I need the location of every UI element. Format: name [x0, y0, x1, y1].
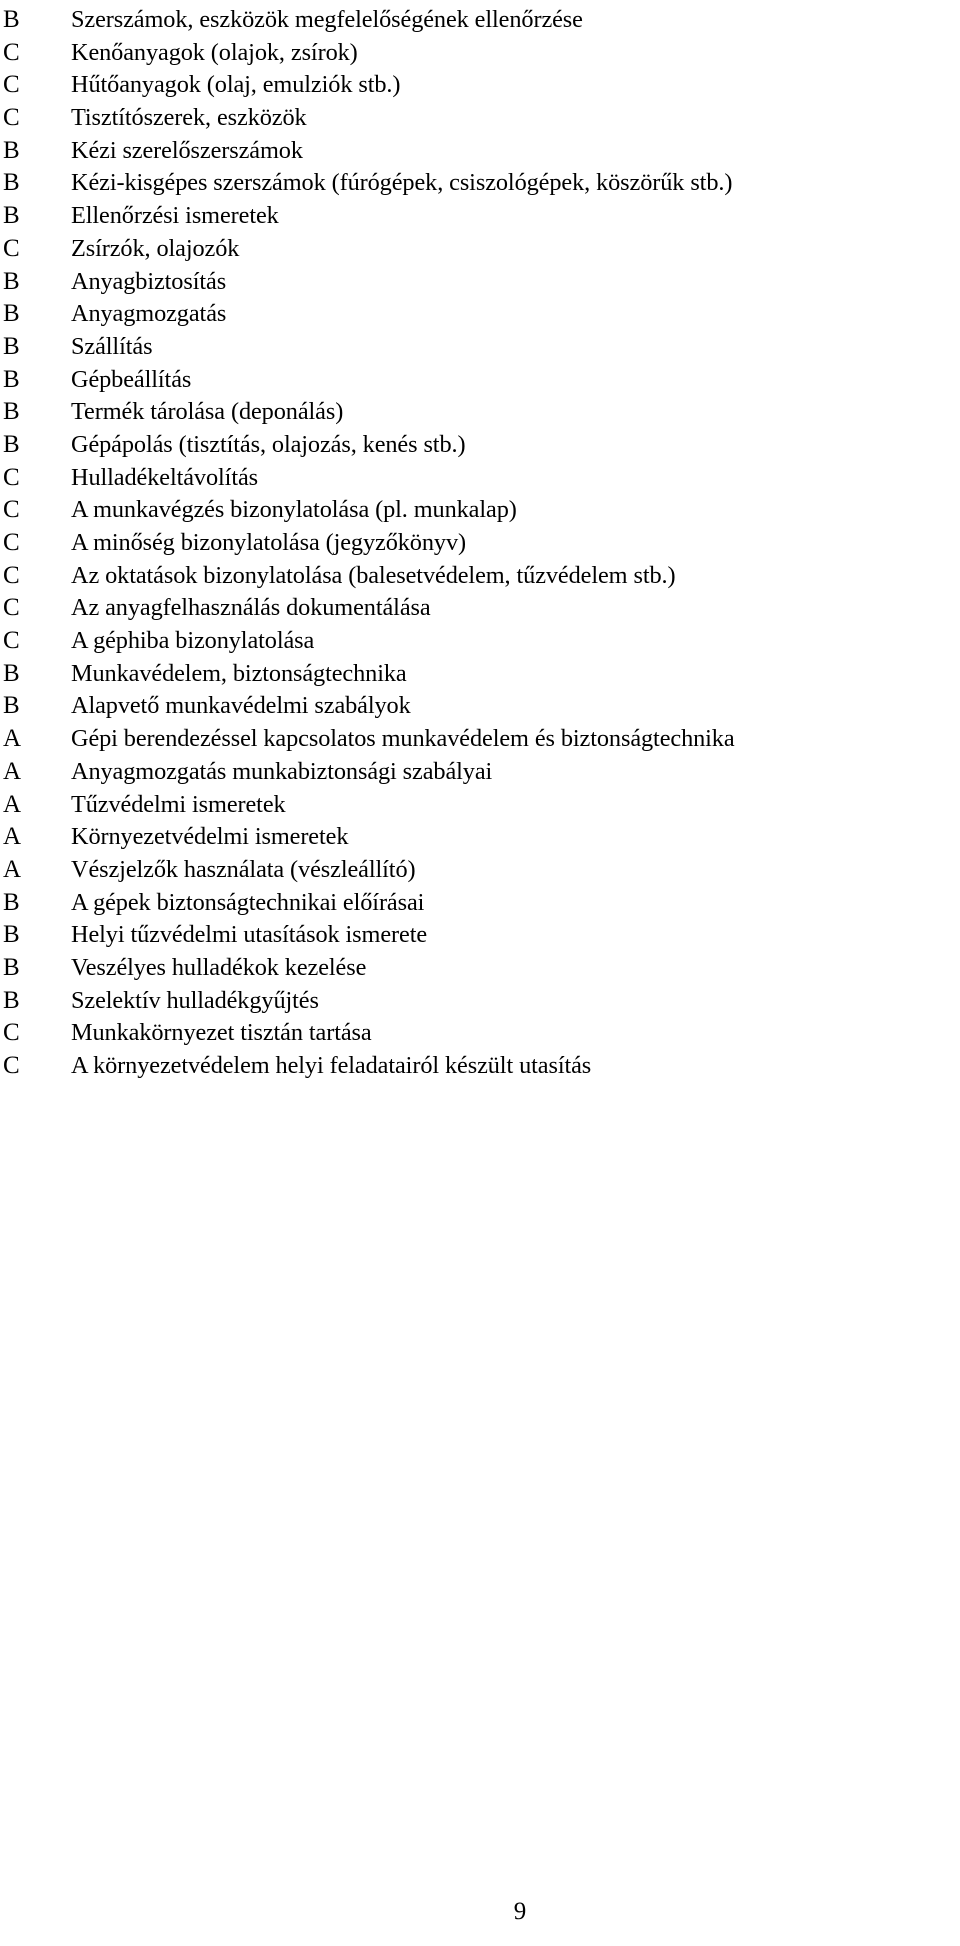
competency-list — [3, 4, 958, 1083]
level-code: C — [3, 1019, 20, 1047]
level-code: B — [3, 430, 20, 458]
level-code: C — [3, 234, 20, 262]
list-item — [3, 167, 958, 200]
item-description: A gépek biztonságtechnikai előírásai — [71, 888, 425, 916]
item-description: Vészjelzők használata (vészleállító) — [71, 855, 416, 883]
item-description: Hűtőanyagok (olaj, emulziók stb.) — [71, 71, 401, 99]
level-code: C — [3, 71, 20, 99]
item-description: Szállítás — [71, 332, 153, 360]
list-item — [3, 592, 958, 625]
item-description: A géphiba bizonylatolása — [71, 627, 315, 655]
level-code: B — [3, 398, 20, 426]
level-code: B — [3, 921, 20, 949]
item-description: Munkavédelem, biztonságtechnika — [71, 659, 407, 687]
level-code: C — [3, 496, 20, 524]
item-description: Hulladékeltávolítás — [71, 463, 259, 491]
level-code: C — [3, 594, 20, 622]
list-item — [3, 1017, 958, 1050]
list-item — [3, 919, 958, 952]
list-item — [3, 560, 958, 593]
level-code: C — [3, 463, 20, 491]
list-item — [3, 658, 958, 691]
list-item — [3, 37, 958, 70]
item-description: A minőség bizonylatolása (jegyzőkönyv) — [71, 529, 466, 556]
list-item — [3, 4, 958, 37]
level-code: A — [3, 823, 22, 851]
list-item — [3, 462, 958, 495]
item-description: Gépápolás (tisztítás, olajozás, kenés stb.) — [71, 430, 466, 458]
list-item — [3, 887, 958, 920]
level-code: B — [3, 986, 20, 1014]
list-item — [3, 952, 958, 985]
level-code: C — [3, 104, 20, 132]
item-description: Tisztítószerek, eszközök — [71, 104, 307, 132]
level-code: B — [3, 202, 20, 230]
item-description: A környezetvédelem helyi feladatairól készült utasítás — [71, 1052, 592, 1079]
list-item — [3, 723, 958, 756]
item-description: Termék tárolása (deponálás) — [71, 398, 344, 426]
level-code: B — [3, 659, 20, 687]
list-item — [3, 266, 958, 299]
level-code: B — [3, 267, 20, 295]
list-item — [3, 789, 958, 822]
item-description: Helyi tűzvédelmi utasítások ismerete — [71, 921, 428, 949]
list-item — [3, 364, 958, 397]
list-item — [3, 135, 958, 168]
list-item — [3, 527, 958, 560]
list-item — [3, 331, 958, 364]
list-item — [3, 625, 958, 658]
item-description: Szerszámok, eszközök megfelelőségének ellenőrzése — [71, 6, 583, 33]
level-code: C — [3, 1052, 20, 1079]
item-description: Ellenőrzési ismeretek — [71, 202, 279, 230]
level-code: B — [3, 169, 20, 197]
level-code: A — [3, 757, 22, 785]
page-number: 9 — [513, 1898, 527, 1925]
item-description: Anyagmozgatás munkabiztonsági szabályai — [71, 757, 493, 785]
list-item — [3, 429, 958, 462]
item-description: Kézi szerelőszerszámok — [71, 136, 303, 164]
list-item — [3, 1050, 958, 1083]
level-code: B — [3, 300, 20, 328]
level-code: B — [3, 692, 20, 720]
item-description: Anyagmozgatás — [71, 300, 227, 328]
level-code: B — [3, 136, 20, 164]
item-description: Kenőanyagok (olajok, zsírok) — [71, 38, 358, 66]
list-item — [3, 756, 958, 789]
item-description: Szelektív hulladékgyűjtés — [71, 986, 319, 1014]
level-code: C — [3, 529, 20, 556]
list-item — [3, 985, 958, 1018]
list-item — [3, 854, 958, 887]
level-code: B — [3, 888, 20, 916]
list-item — [3, 821, 958, 854]
level-code: A — [3, 855, 22, 883]
item-description: Környezetvédelmi ismeretek — [71, 823, 349, 851]
item-description: Gépi berendezéssel kapcsolatos munkavédelem és biztonságtechnika — [71, 725, 735, 753]
list-item — [3, 69, 958, 102]
list-item — [3, 396, 958, 429]
level-code: B — [3, 953, 20, 981]
level-code: C — [3, 627, 20, 655]
item-description: Az anyagfelhasználás dokumentálása — [71, 594, 431, 622]
level-code: B — [3, 365, 20, 393]
item-description: A munkavégzés bizonylatolása (pl. munkalap) — [71, 496, 517, 524]
item-description: Kézi-kisgépes szerszámok (fúrógépek, csiszológépek, köszörűk stb.) — [71, 169, 733, 197]
list-item — [3, 102, 958, 135]
level-code: B — [3, 332, 20, 360]
item-description: Munkakörnyezet tisztán tartása — [71, 1019, 372, 1047]
level-code: A — [3, 725, 22, 753]
level-code: C — [3, 38, 20, 66]
item-description: Az oktatások bizonylatolása (balesetvédelem, tűzvédelem stb.) — [71, 561, 676, 589]
level-code: B — [3, 6, 20, 33]
list-item — [3, 233, 958, 266]
item-description: Alapvető munkavédelmi szabályok — [71, 692, 411, 720]
item-description: Zsírzók, olajozók — [71, 234, 240, 262]
item-description: Tűzvédelmi ismeretek — [71, 790, 286, 818]
list-item — [3, 200, 958, 233]
list-item — [3, 494, 958, 527]
list-item — [3, 690, 958, 723]
item-description: Gépbeállítás — [71, 365, 192, 393]
level-code: A — [3, 790, 22, 818]
level-code: C — [3, 561, 20, 589]
item-description: Anyagbiztosítás — [71, 267, 227, 295]
item-description: Veszélyes hulladékok kezelése — [71, 953, 367, 981]
list-item — [3, 298, 958, 331]
